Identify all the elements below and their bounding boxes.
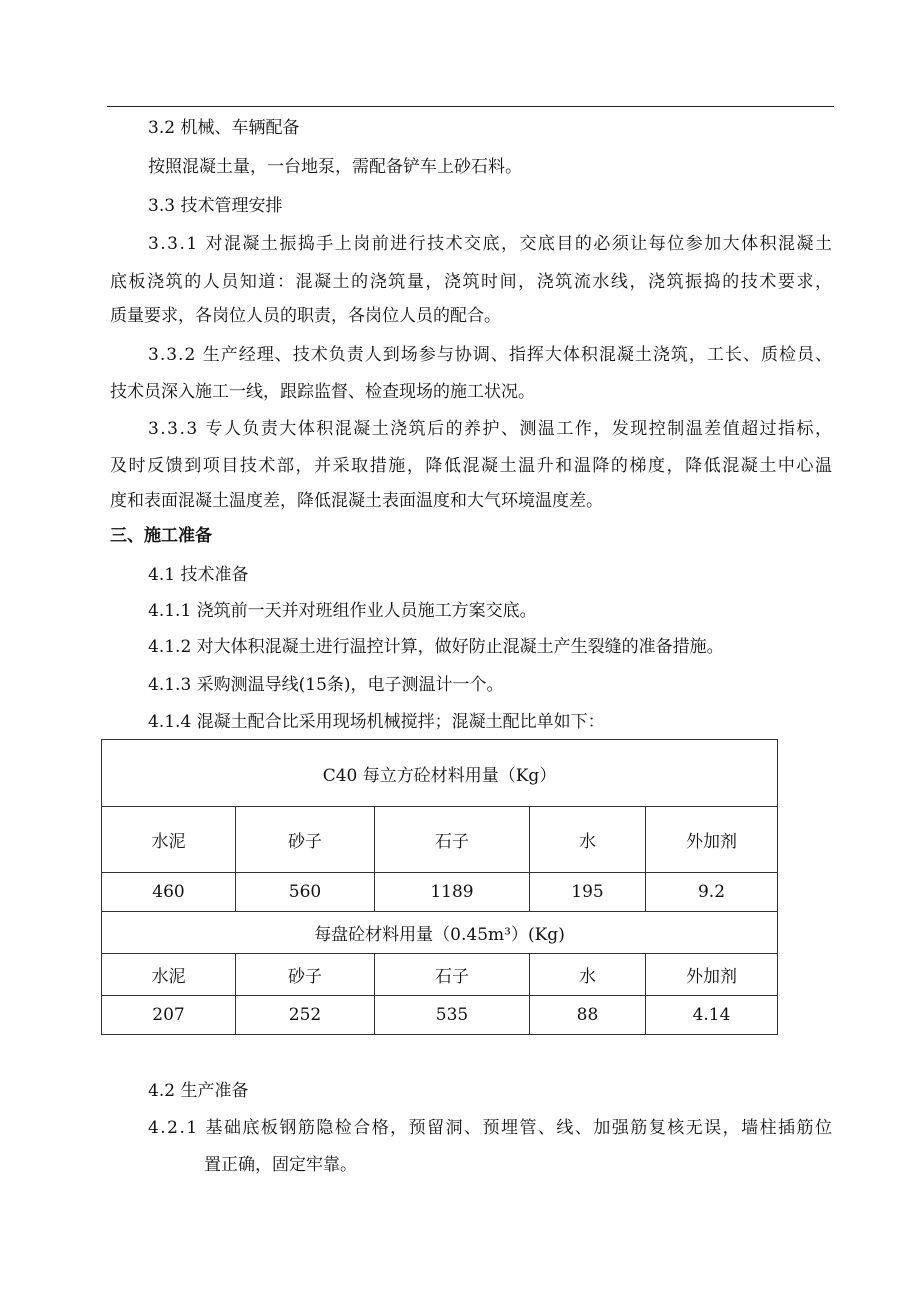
section-3-2-heading: 3.2 机械、车辆配备 xyxy=(148,118,300,138)
table-cell: 88 xyxy=(530,996,646,1035)
section-4-1-heading: 4.1 技术准备 xyxy=(148,565,249,585)
paragraph-line: 置正确，固定牢靠。 xyxy=(204,1155,357,1175)
table-cell: 460 xyxy=(102,873,236,912)
paragraph-line: 3.3.2 生产经理、技术负责人到场参与协调、指挥大体积混凝土浇筑，工长、质检员、 xyxy=(148,345,833,365)
table-cell: 9.2 xyxy=(646,873,778,912)
section-3-3-heading: 3.3 技术管理安排 xyxy=(148,196,283,216)
paragraph-line: 4.1.3 采购测温导线(15条)，电子测温计一个。 xyxy=(148,675,504,695)
table-title-per-batch: 每盘砼材料用量（0.45m³）(Kg) xyxy=(102,912,778,954)
paragraph-line: 技术员深入施工一线，跟踪监督、检查现场的施工状况。 xyxy=(110,382,535,402)
table-cell: 535 xyxy=(375,996,530,1035)
table-header-sand: 砂子 xyxy=(236,807,375,873)
table-header-water: 水 xyxy=(530,954,646,996)
header-rule xyxy=(107,106,834,107)
paragraph-line: 4.1.2 对大体积混凝土进行温控计算，做好防止混凝土产生裂缝的准备措施。 xyxy=(148,637,724,657)
paragraph-line: 3.3.1 对混凝土振捣手上岗前进行技术交底，交底目的必须让每位参加大体积混凝土 xyxy=(148,234,834,254)
paragraph-line: 底板浇筑的人员知道：混凝土的浇筑量，浇筑时间，浇筑流水线，浇筑振捣的技术要求， xyxy=(110,272,834,292)
table-header-sand: 砂子 xyxy=(236,954,375,996)
table-cell: 195 xyxy=(530,873,646,912)
table-header-cement: 水泥 xyxy=(102,954,236,996)
table-header-stone: 石子 xyxy=(375,954,530,996)
mix-proportion-table xyxy=(101,739,778,1035)
table-title-per-cubic: C40 每立方砼材料用量（Kg） xyxy=(102,740,778,807)
paragraph-line: 及时反馈到项目技术部，并采取措施，降低混凝土温升和温降的梯度，降低混凝土中心温 xyxy=(110,456,834,476)
table-header-admixture: 外加剂 xyxy=(646,954,778,996)
paragraph-line: 4.1.1 浇筑前一天并对班组作业人员施工方案交底。 xyxy=(148,601,537,621)
section-4-2-heading: 4.2 生产准备 xyxy=(148,1081,249,1101)
table-cell: 1189 xyxy=(375,873,530,912)
paragraph-line: 4.1.4 混凝土配合比采用现场机械搅拌；混凝土配比单如下： xyxy=(148,712,605,732)
table-cell: 560 xyxy=(236,873,375,912)
table-cell: 207 xyxy=(102,996,236,1035)
paragraph-line: 质量要求，各岗位人员的职责，各岗位人员的配合。 xyxy=(110,306,501,326)
table-header-admixture: 外加剂 xyxy=(646,807,778,873)
table-header-stone: 石子 xyxy=(375,807,530,873)
chapter-heading: 三、施工准备 xyxy=(110,526,212,546)
table-cell: 4.14 xyxy=(646,996,778,1035)
table-cell: 252 xyxy=(236,996,375,1035)
paragraph-line: 3.3.3 专人负责大体积混凝土浇筑后的养护、测温工作，发现控制温差值超过指标， xyxy=(148,419,834,439)
paragraph-line: 4.2.1 基础底板钢筋隐检合格，预留洞、预埋管、线、加强筋复核无误，墙柱插筋位 xyxy=(148,1118,834,1138)
paragraph-line: 按照混凝土量，一台地泵，需配备铲车上砂石料。 xyxy=(148,157,522,177)
table-header-cement: 水泥 xyxy=(102,807,236,873)
paragraph-line: 度和表面混凝土温度差，降低混凝土表面温度和大气环境温度差。 xyxy=(110,491,603,511)
table-header-water: 水 xyxy=(530,807,646,873)
